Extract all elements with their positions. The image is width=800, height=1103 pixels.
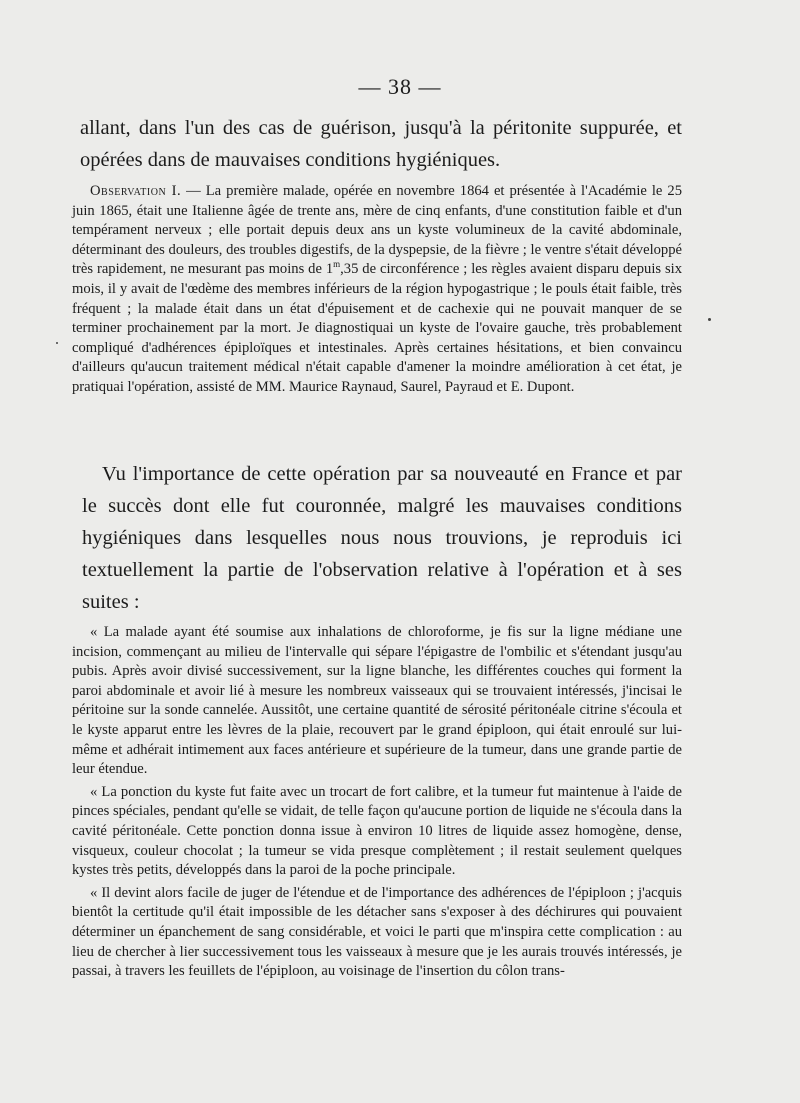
observation-label: Observation I.	[90, 183, 182, 199]
ink-speck	[56, 342, 58, 344]
quote-paragraph: « La malade ayant été soumise aux inhalations de chloroforme, je fis sur la ligne médiane une incision, commençant au milieu de l'intervalle qui sépare l'épigastre de l'ombilic et s'étendant jusqu'au pubis. Après avoir divisé successivement, sur la ligne blanche, les différentes couches qui forment la paroi abdominale et avoir lié à mesure les nombreux vaisseaux qui se trouvaient intéressés, j'incisai le péritoine sur la sonde cannelée. Aussitôt, une certaine quantité de sérosité péritonéale citrine s'écoula et le kyste apparut entre les lèvres de la plaie, recouvert par le grand épiploon, qui était enroulé sur lui-même et adhérait intimement aux faces antérieure et supérieure de la tumeur, dans une grande partie de leur étendue.	[72, 624, 682, 778]
vu-paragraph	[82, 458, 682, 618]
quote-paragraph: « La ponction du kyste fut faite avec un trocart de fort calibre, et la tumeur fut maintenue à l'aide de pinces spéciales, pendant qu'elle se vidait, de telle façon qu'aucune portion de liquide ne s'écoula dans la cavité péritonéale. Cette ponction donna issue à environ 10 litres de liquide assez homogène, dense, visqueux, couleur chocolat ; la tumeur se vida presque complètement ; il restait seulement quelques kystes très petits, développés dans la paroi de la poche principale.	[72, 783, 682, 879]
observation-text-start: — La première malade, opérée en novembre 1864 et présentée à l'Académie le 25 juin 1865, était une Italienne âgée de trente ans, mère de cinq enfants, d'une constitution faible et d'un tempérament nerveux ; elle portait depuis deux ans un kyste volumineux de la cavité abdominale, déterminant des douleurs, des troubles digestifs, de la dyspepsie, de la fièvre ; le ventre s'était développé très rapidement, ne mesurant pas moins de 1	[72, 183, 682, 278]
page-number: — 38 —	[358, 74, 442, 99]
intro-paragraph: allant, dans l'un des cas de guérison, jusqu'à la péritonite suppurée, et opérées dans de mauvaises conditions hygiéniques.	[80, 117, 682, 171]
quoted-observation	[72, 623, 682, 982]
unit-superscript: m	[333, 259, 341, 270]
quote-paragraph: « Il devint alors facile de juger de l'étendue et de l'importance des adhérences de l'épiploon ; j'acquis bientôt la certitude qu'il était impossible de les détacher sans s'exposer à des déchirures qui pouvaient déterminer un épanchement de sang considérable, et voici le parti que m'inspira cette complication : au lieu de chercher à lier successivement tous les vaisseaux à mesure que je les aurais trouvés intéressés, je passai, à travers les feuillets de l'épiploon, au voisinage de l'insertion du côlon trans-	[72, 884, 682, 980]
observation-text-end: ,35 de circonférence ; les règles avaient disparu depuis six mois, il y avait de l'œdème des membres inférieurs de la région hypogastrique ; le pouls était faible, très fréquent ; la malade était dans un état d'épuisement et de cachexie qui ne pouvait manquer de se terminer prochainement par la mort. Je diagnostiquai un kyste de l'ovaire gauche, très probablement compliqué d'adhérences épiploïques et intestinales. Après certaines hésitations, et bien convaincu d'ailleurs qu'aucun traitement médical n'était capable d'amener la moindre amélioration à cet état, je pratiquai l'opération, assisté de MM. Maurice Raynaud, Saurel, Payraud et E. Dupont.	[72, 261, 682, 395]
ink-speck	[708, 318, 711, 321]
observation-paragraph	[72, 182, 682, 398]
vu-paragraph-text: Vu l'importance de cette opération par sa nouveauté en France et par le succès dont elle fut couronnée, malgré les mauvaises conditions hygiéniques dans lesquelles nous nous trouvions, je reproduis ici textuellement la partie de l'observation relative à l'opération et à ses suites :	[82, 463, 682, 613]
